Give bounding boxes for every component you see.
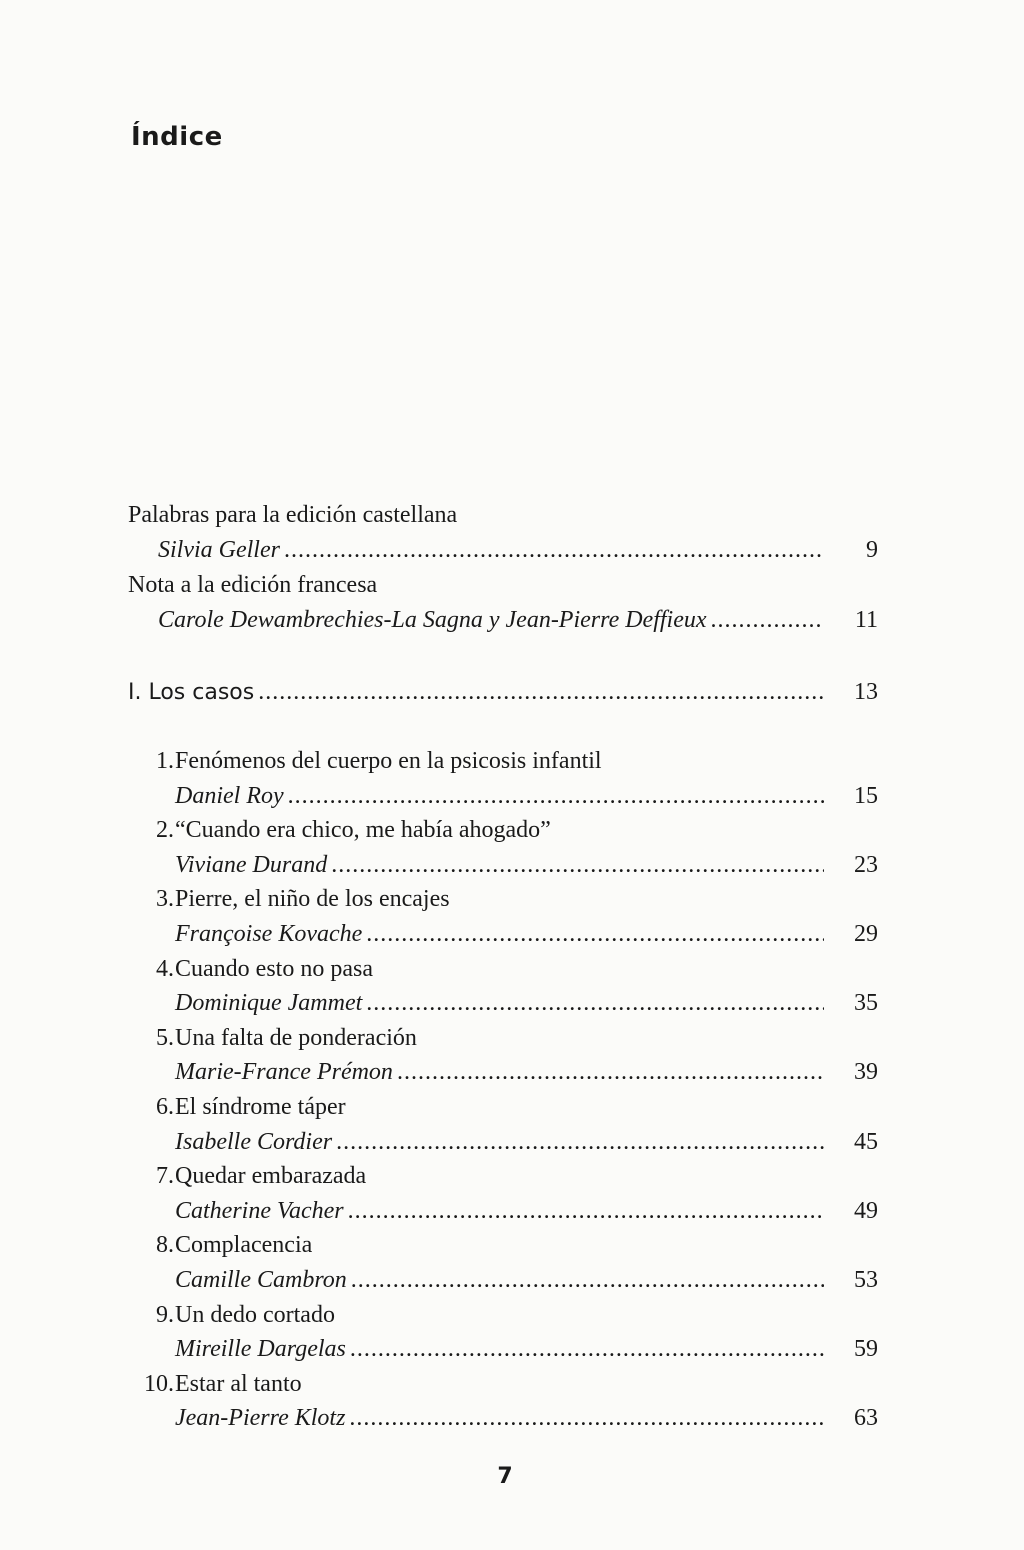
entry-author-row bbox=[128, 533, 878, 568]
chapter-page-number: 15 bbox=[854, 782, 878, 809]
chapter-number: 7. bbox=[156, 1163, 174, 1190]
chapter-title: El síndrome táper bbox=[175, 1093, 346, 1120]
chapter-entry bbox=[128, 1228, 878, 1297]
dot-leader bbox=[366, 986, 824, 1021]
dot-leader bbox=[336, 1125, 824, 1160]
chapter-author-row bbox=[128, 1194, 878, 1229]
chapter-number: 6. bbox=[156, 1093, 174, 1120]
chapter-page-number: 29 bbox=[854, 920, 878, 947]
section-heading: I. Los casos bbox=[128, 680, 255, 705]
chapter-page-number: 53 bbox=[854, 1266, 878, 1293]
dot-leader bbox=[366, 917, 824, 952]
chapter-entry bbox=[128, 1021, 878, 1090]
chapter-title-row bbox=[128, 882, 878, 917]
chapter-author-row bbox=[128, 779, 878, 814]
chapter-entry bbox=[128, 813, 878, 882]
chapter-author: Mireille Dargelas bbox=[175, 1336, 346, 1363]
chapter-page-number: 63 bbox=[854, 1405, 878, 1432]
entry-title: Nota a la edición francesa bbox=[128, 572, 378, 598]
section-page-number: 13 bbox=[854, 679, 878, 705]
chapter-author: Catherine Vacher bbox=[175, 1197, 344, 1224]
chapter-title-row bbox=[128, 813, 878, 848]
chapter-title-row bbox=[128, 1021, 878, 1056]
chapter-entry bbox=[128, 952, 878, 1021]
chapter-entry bbox=[128, 1298, 878, 1367]
chapter-author: Jean-Pierre Klotz bbox=[175, 1405, 346, 1432]
chapter-number: 2. bbox=[156, 817, 174, 844]
chapter-author: Daniel Roy bbox=[175, 782, 284, 809]
chapter-author-row bbox=[128, 1401, 878, 1436]
entry-author: Carole Dewambrechies-La Sagna y Jean-Pierre Deffieux bbox=[158, 607, 707, 633]
entry-author: Silvia Geller bbox=[158, 537, 280, 563]
chapter-author-row bbox=[128, 917, 878, 952]
chapter-author: Marie-France Prémon bbox=[175, 1059, 393, 1086]
entry-page-number: 9 bbox=[866, 537, 878, 563]
chapter-title: Quedar embarazada bbox=[175, 1163, 367, 1190]
chapter-author-row bbox=[128, 1055, 878, 1090]
chapter-title-row bbox=[128, 1090, 878, 1125]
page-title: Índice bbox=[131, 122, 223, 152]
table-of-contents bbox=[128, 498, 878, 1436]
front-matter-entry bbox=[128, 498, 878, 568]
chapter-title: “Cuando era chico, me había ahogado” bbox=[175, 817, 551, 844]
dot-leader bbox=[258, 675, 824, 710]
chapter-page-number: 35 bbox=[854, 990, 878, 1017]
dot-leader bbox=[288, 779, 824, 814]
chapter-title: Pierre, el niño de los encajes bbox=[175, 886, 450, 913]
chapter-author: Viviane Durand bbox=[175, 851, 328, 878]
chapter-list bbox=[128, 744, 878, 1436]
chapter-number: 9. bbox=[156, 1301, 174, 1328]
chapter-number: 3. bbox=[156, 886, 174, 913]
chapter-title-row bbox=[128, 1367, 878, 1402]
dot-leader bbox=[331, 848, 824, 883]
chapter-author-row bbox=[128, 986, 878, 1021]
chapter-page-number: 39 bbox=[854, 1059, 878, 1086]
chapter-author-row bbox=[128, 848, 878, 883]
chapter-entry bbox=[128, 882, 878, 951]
chapter-author: Camille Cambron bbox=[175, 1266, 347, 1293]
dot-leader bbox=[349, 1401, 824, 1436]
dot-leader bbox=[711, 603, 824, 638]
entry-title: Palabras para la edición castellana bbox=[128, 502, 458, 528]
section-heading-row bbox=[128, 675, 878, 710]
chapter-author-row bbox=[128, 1263, 878, 1298]
chapter-entry bbox=[128, 1159, 878, 1228]
dot-leader bbox=[397, 1055, 824, 1090]
chapter-title: Estar al tanto bbox=[175, 1370, 302, 1397]
front-matter-entry bbox=[128, 568, 878, 638]
chapter-entry bbox=[128, 1090, 878, 1159]
chapter-page-number: 49 bbox=[854, 1197, 878, 1224]
chapter-entry bbox=[128, 744, 878, 813]
chapter-title-row bbox=[128, 952, 878, 987]
chapter-author: Françoise Kovache bbox=[175, 920, 363, 947]
chapter-title-row bbox=[128, 1228, 878, 1263]
chapter-page-number: 59 bbox=[854, 1336, 878, 1363]
dot-leader bbox=[284, 533, 824, 568]
chapter-page-number: 45 bbox=[854, 1128, 878, 1155]
chapter-title-row bbox=[128, 744, 878, 779]
chapter-author: Dominique Jammet bbox=[175, 990, 363, 1017]
chapter-title-row bbox=[128, 1159, 878, 1194]
chapter-author-row bbox=[128, 1125, 878, 1160]
dot-leader bbox=[348, 1194, 824, 1229]
entry-author-row bbox=[128, 603, 878, 638]
chapter-number: 1. bbox=[156, 748, 174, 774]
chapter-entry bbox=[128, 1367, 878, 1436]
chapter-title: Un dedo cortado bbox=[175, 1301, 335, 1328]
chapter-title: Una falta de ponderación bbox=[175, 1024, 417, 1051]
chapter-number: 4. bbox=[156, 955, 174, 982]
chapter-number: 10. bbox=[144, 1370, 174, 1397]
chapter-title-row bbox=[128, 1298, 878, 1333]
chapter-number: 8. bbox=[156, 1232, 174, 1259]
dot-leader bbox=[351, 1263, 824, 1298]
chapter-title: Complacencia bbox=[175, 1232, 313, 1259]
chapter-author-row bbox=[128, 1332, 878, 1367]
chapter-page-number: 23 bbox=[854, 851, 878, 878]
chapter-number: 5. bbox=[156, 1024, 174, 1051]
dot-leader bbox=[350, 1332, 824, 1367]
chapter-title: Fenómenos del cuerpo en la psicosis infantil bbox=[175, 748, 602, 774]
chapter-title: Cuando esto no pasa bbox=[175, 955, 373, 982]
page-number: 7 bbox=[497, 1464, 513, 1489]
entry-page-number: 11 bbox=[854, 607, 878, 633]
chapter-author: Isabelle Cordier bbox=[175, 1128, 333, 1155]
